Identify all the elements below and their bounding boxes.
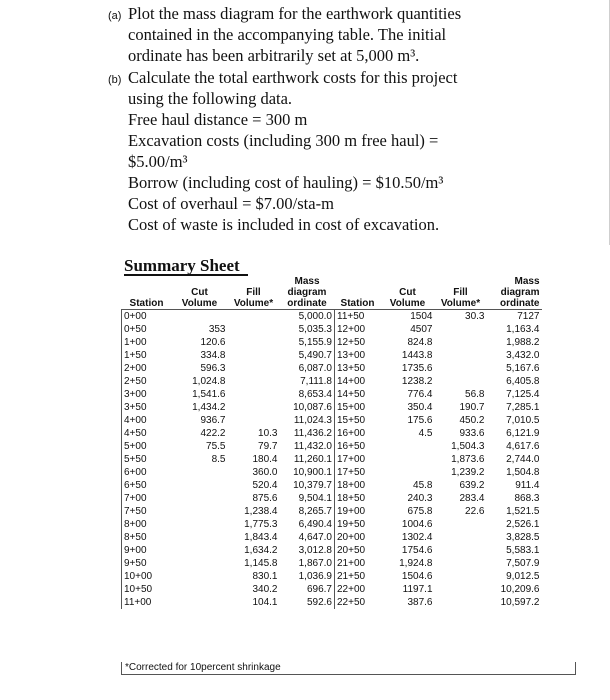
table-cell bbox=[228, 375, 280, 388]
table-cell: 11,024.3 bbox=[293, 415, 332, 426]
table-cell: 10,087.6 bbox=[293, 402, 332, 413]
table-cell: 1,873.6 bbox=[451, 454, 485, 465]
table-cell: 10,597.2 bbox=[500, 597, 540, 608]
table-cell: 120.6 bbox=[200, 337, 226, 348]
table-cell: 5,000.0 bbox=[298, 311, 332, 322]
table-cell: 1,163.4 bbox=[506, 324, 540, 335]
table-cell: 868.3 bbox=[514, 493, 540, 504]
header-diagram-right: diagram bbox=[500, 287, 540, 298]
table-cell bbox=[435, 544, 487, 557]
table-cell: 1+50 bbox=[122, 349, 172, 362]
table-row bbox=[122, 401, 542, 414]
table-cell: 1,867.0 bbox=[298, 558, 332, 569]
header-cut-volume-left: Volume bbox=[172, 298, 228, 310]
table-cell: 1302.4 bbox=[401, 532, 433, 543]
table-cell bbox=[228, 401, 280, 414]
table-cell bbox=[172, 570, 228, 583]
table-cell: 21+00 bbox=[335, 557, 381, 570]
table-row bbox=[122, 544, 542, 557]
table-cell: 936.7 bbox=[200, 415, 226, 426]
table-cell: 933.6 bbox=[459, 428, 485, 439]
table-row bbox=[122, 453, 542, 466]
table-cell: 5,155.9 bbox=[298, 337, 332, 348]
table-cell: 1504.6 bbox=[401, 571, 433, 582]
table-cell bbox=[435, 375, 487, 388]
table-cell bbox=[435, 336, 487, 349]
table-row bbox=[122, 531, 542, 544]
table-cell: 1,634.2 bbox=[244, 545, 278, 556]
table-cell: 22+50 bbox=[335, 596, 381, 609]
table-cell bbox=[435, 596, 487, 609]
table-cell: 45.8 bbox=[413, 480, 433, 491]
table-cell: 1,843.4 bbox=[244, 532, 278, 543]
table-cell: 4.5 bbox=[418, 428, 433, 439]
table-cell: 240.3 bbox=[407, 493, 433, 504]
table-cell: 13+50 bbox=[335, 362, 381, 375]
table-cell: 5,035.3 bbox=[298, 324, 332, 335]
table-cell: 7+50 bbox=[122, 505, 172, 518]
table-cell: 19+00 bbox=[335, 505, 381, 518]
part-b-line-7: Cost of overhaul = $7.00/sta-m bbox=[128, 194, 334, 213]
table-cell: 11,260.1 bbox=[293, 454, 332, 465]
table-cell: 104.1 bbox=[252, 597, 278, 608]
table-cell: 7,285.1 bbox=[506, 402, 540, 413]
header-station-left: Station bbox=[122, 298, 172, 310]
table-row bbox=[122, 375, 542, 388]
table-cell bbox=[172, 518, 228, 531]
table-cell: 12+50 bbox=[335, 336, 381, 349]
table-row bbox=[122, 336, 542, 349]
table-cell bbox=[172, 310, 228, 324]
table-cell: 1197.1 bbox=[402, 584, 433, 595]
part-b-line-3: Free haul distance = 300 m bbox=[128, 110, 308, 129]
table-cell: 8,653.4 bbox=[298, 389, 332, 400]
table-cell bbox=[435, 349, 487, 362]
table-cell: 5+00 bbox=[122, 440, 172, 453]
table-cell: 520.4 bbox=[252, 480, 278, 491]
table-row bbox=[122, 583, 542, 596]
part-a-line-2: contained in the accompanying table. The initial bbox=[128, 25, 447, 44]
table-row bbox=[122, 323, 542, 336]
table-cell: 387.6 bbox=[407, 597, 433, 608]
header-row-1 bbox=[122, 276, 542, 287]
table-row bbox=[122, 362, 542, 375]
problem-statement bbox=[0, 0, 610, 245]
table-cell bbox=[435, 518, 487, 531]
table-cell: 1238.2 bbox=[401, 376, 433, 387]
part-b-line-4: Excavation costs (including 300 m free haul) = bbox=[128, 131, 439, 150]
table-cell bbox=[228, 362, 280, 375]
table-cell: 10,900.1 bbox=[293, 467, 332, 478]
header-ordinate-right: ordinate bbox=[487, 298, 542, 310]
table-cell: 1,434.2 bbox=[192, 402, 226, 413]
table-cell bbox=[172, 596, 228, 609]
part-b-label: (b) bbox=[108, 74, 122, 86]
table-cell bbox=[435, 570, 487, 583]
table-cell bbox=[381, 466, 435, 479]
table-row bbox=[122, 479, 542, 492]
table-row bbox=[122, 596, 542, 609]
table-row bbox=[122, 427, 542, 440]
table-cell bbox=[172, 531, 228, 544]
table-cell: 17+50 bbox=[335, 466, 381, 479]
table-row bbox=[122, 440, 542, 453]
table-cell: 2+50 bbox=[122, 375, 172, 388]
table-cell bbox=[172, 544, 228, 557]
table-cell: 56.8 bbox=[465, 389, 485, 400]
table-cell: 911.4 bbox=[515, 480, 540, 491]
table-row bbox=[122, 414, 542, 427]
table-cell: 0+50 bbox=[122, 323, 172, 336]
table-cell bbox=[435, 531, 487, 544]
table-cell: 10+00 bbox=[122, 570, 172, 583]
table-cell: 4+00 bbox=[122, 414, 172, 427]
part-a-label: (a) bbox=[108, 10, 122, 22]
table-cell: 3+50 bbox=[122, 401, 172, 414]
table-cell: 190.7 bbox=[459, 402, 485, 413]
table-cell: 21+50 bbox=[335, 570, 381, 583]
header-mass-left: Mass bbox=[294, 276, 320, 287]
summary-title: Summary Sheet bbox=[124, 256, 240, 275]
table-cell: 2,526.1 bbox=[506, 519, 540, 530]
table-cell: 7,111.8 bbox=[300, 376, 332, 387]
table-cell bbox=[435, 583, 487, 596]
table-cell: 79.7 bbox=[258, 441, 278, 452]
table-cell: 1,541.6 bbox=[192, 389, 226, 400]
table-cell: 3,012.8 bbox=[298, 545, 332, 556]
part-b-line-2: using the following data. bbox=[128, 89, 293, 108]
table-cell: 1,036.9 bbox=[298, 571, 332, 582]
table-cell: 1,238.4 bbox=[244, 506, 278, 517]
table-cell: 8.5 bbox=[211, 454, 226, 465]
table-cell bbox=[228, 388, 280, 401]
table-cell: 8+50 bbox=[122, 531, 172, 544]
table-cell: 6+50 bbox=[122, 479, 172, 492]
table-cell: 5,583.1 bbox=[506, 545, 540, 556]
table-cell: 7127 bbox=[517, 311, 540, 322]
header-cut-volume-right: Volume bbox=[381, 298, 435, 310]
table-cell: 11,432.0 bbox=[293, 441, 332, 452]
table-cell: 18+50 bbox=[335, 492, 381, 505]
table-cell bbox=[435, 557, 487, 570]
summary-table bbox=[121, 276, 542, 609]
table-row bbox=[122, 492, 542, 505]
table-cell: 1,504.8 bbox=[506, 467, 540, 478]
table-cell: 6,490.4 bbox=[298, 519, 332, 530]
table-cell: 16+50 bbox=[335, 440, 381, 453]
table-cell bbox=[172, 492, 228, 505]
table-cell: 16+00 bbox=[335, 427, 381, 440]
header-fill-volume-right: Volume* bbox=[435, 298, 487, 310]
table-cell: 8,265.7 bbox=[298, 506, 332, 517]
table-cell bbox=[228, 349, 280, 362]
table-cell: 1,924.8 bbox=[399, 558, 433, 569]
table-cell: 7,010.5 bbox=[506, 415, 540, 426]
table-cell: 180.4 bbox=[252, 454, 278, 465]
header-row-3 bbox=[122, 298, 542, 310]
table-cell: 3,828.5 bbox=[506, 532, 540, 543]
table-cell: 1,775.3 bbox=[244, 519, 278, 530]
table-cell: 830.1 bbox=[252, 571, 278, 582]
table-cell: 3,432.0 bbox=[506, 350, 540, 361]
table-cell: 12+00 bbox=[335, 323, 381, 336]
table-cell: 1754.6 bbox=[401, 545, 433, 556]
table-cell bbox=[172, 583, 228, 596]
header-mass-right: Mass bbox=[514, 276, 540, 287]
table-cell bbox=[381, 453, 435, 466]
table-cell: 7,125.4 bbox=[506, 389, 540, 400]
table-cell: 422.2 bbox=[200, 428, 226, 439]
table-row bbox=[122, 557, 542, 570]
table-cell: 1,024.8 bbox=[192, 376, 226, 387]
header-fill-right: Fill bbox=[453, 287, 468, 298]
table-cell: 824.8 bbox=[407, 337, 433, 348]
part-b-line-8: Cost of waste is included in cost of excavation. bbox=[128, 215, 440, 234]
table-cell: 675.8 bbox=[407, 506, 433, 517]
table-cell: 14+50 bbox=[335, 388, 381, 401]
table-cell: 360.0 bbox=[252, 467, 278, 478]
table-cell: 15+00 bbox=[335, 401, 381, 414]
table-cell: 1504 bbox=[410, 311, 433, 322]
table-cell: 15+50 bbox=[335, 414, 381, 427]
header-row-2 bbox=[122, 287, 542, 298]
table-row bbox=[122, 349, 542, 362]
header-station-right: Station bbox=[335, 298, 381, 310]
table-row bbox=[122, 505, 542, 518]
table-cell: 11+00 bbox=[122, 596, 172, 609]
table-cell bbox=[228, 414, 280, 427]
table-row bbox=[122, 518, 542, 531]
table-cell bbox=[172, 557, 228, 570]
part-b-line-1: Calculate the total earthwork costs for this project bbox=[128, 68, 458, 87]
part-a-line-1: Plot the mass diagram for the earthwork quantities bbox=[128, 4, 462, 23]
part-b-line-5: $5.00/m³ bbox=[128, 152, 188, 171]
table-cell: 6,405.8 bbox=[506, 376, 540, 387]
table-cell bbox=[172, 479, 228, 492]
table-cell bbox=[228, 336, 280, 349]
header-fill-left: Fill bbox=[246, 287, 261, 298]
table-cell: 2+00 bbox=[122, 362, 172, 375]
table-cell: 1,988.2 bbox=[506, 337, 540, 348]
table-cell: 696.7 bbox=[306, 584, 332, 595]
part-a-line-3: ordinate has been arbitrarily set at 5,000 m³. bbox=[128, 46, 420, 65]
table-cell: 7+00 bbox=[122, 492, 172, 505]
table-cell: 5+50 bbox=[122, 453, 172, 466]
footnote: *Corrected for 10percent shrinkage bbox=[121, 662, 576, 675]
table-cell: 776.4 bbox=[407, 389, 433, 400]
table-cell: 13+00 bbox=[335, 349, 381, 362]
table-row bbox=[122, 570, 542, 583]
table-cell: 9+50 bbox=[122, 557, 172, 570]
table-cell: 353 bbox=[208, 324, 226, 335]
table-cell: 22+00 bbox=[335, 583, 381, 596]
table-cell: 875.6 bbox=[252, 493, 278, 504]
table-cell: 350.4 bbox=[407, 402, 433, 413]
table-cell bbox=[172, 466, 228, 479]
table-cell: 1,521.5 bbox=[506, 506, 540, 517]
table-cell: 4507 bbox=[410, 324, 433, 335]
table-cell: 6,121.9 bbox=[506, 428, 540, 439]
table-cell: 3+00 bbox=[122, 388, 172, 401]
table-cell: 1443.8 bbox=[401, 350, 433, 361]
table-cell: 10+50 bbox=[122, 583, 172, 596]
table-cell: 11+50 bbox=[335, 310, 381, 324]
header-cut-right: Cut bbox=[399, 287, 416, 298]
table-cell: 175.6 bbox=[407, 415, 433, 426]
table-cell: 19+50 bbox=[335, 518, 381, 531]
table-cell: 334.8 bbox=[200, 350, 226, 361]
table-cell: 8+00 bbox=[122, 518, 172, 531]
table-cell: 1,145.8 bbox=[244, 558, 278, 569]
table-cell: 17+00 bbox=[335, 453, 381, 466]
table-cell bbox=[435, 323, 487, 336]
table-cell: 1,504.3 bbox=[451, 441, 485, 452]
table-cell: 10.3 bbox=[258, 428, 278, 439]
table-cell: 30.3 bbox=[465, 311, 485, 322]
table-cell: 596.3 bbox=[200, 363, 226, 374]
table-cell bbox=[435, 362, 487, 375]
table-cell bbox=[381, 440, 435, 453]
table-cell: 4+50 bbox=[122, 427, 172, 440]
header-ordinate-left: ordinate bbox=[280, 298, 335, 310]
table-cell: 0+00 bbox=[122, 310, 172, 324]
table-cell: 6,087.0 bbox=[298, 363, 332, 374]
table-cell: 6+00 bbox=[122, 466, 172, 479]
table-cell: 11,436.2 bbox=[293, 428, 332, 439]
table-cell: 283.4 bbox=[459, 493, 485, 504]
table-cell bbox=[172, 505, 228, 518]
header-diagram-left: diagram bbox=[287, 287, 327, 298]
table-row bbox=[122, 466, 542, 479]
table-cell: 2,744.0 bbox=[506, 454, 540, 465]
part-b-line-6: Borrow (including cost of hauling) = $10.50/m³ bbox=[128, 173, 444, 192]
table-cell: 20+50 bbox=[335, 544, 381, 557]
header-cut-left: Cut bbox=[191, 287, 208, 298]
table-row bbox=[122, 310, 542, 324]
table-cell: 9,012.5 bbox=[506, 571, 540, 582]
table-cell: 9,504.1 bbox=[298, 493, 332, 504]
table-cell: 639.2 bbox=[459, 480, 485, 491]
table-cell: 10,379.7 bbox=[293, 480, 332, 491]
table-cell bbox=[228, 323, 280, 336]
table-cell: 5,490.7 bbox=[298, 350, 332, 361]
table-cell: 450.2 bbox=[459, 415, 485, 426]
table-cell: 9+00 bbox=[122, 544, 172, 557]
table-cell: 10,209.6 bbox=[500, 584, 540, 595]
table-cell: 592.6 bbox=[306, 597, 332, 608]
table-cell: 22.6 bbox=[465, 506, 485, 517]
table-cell: 7,507.9 bbox=[506, 558, 540, 569]
table-cell: 4,617.6 bbox=[506, 441, 540, 452]
table-cell: 18+00 bbox=[335, 479, 381, 492]
table-cell: 75.5 bbox=[206, 441, 226, 452]
table-cell: 1004.6 bbox=[401, 519, 433, 530]
table-cell: 4,647.0 bbox=[298, 532, 332, 543]
header-fill-volume-left: Volume* bbox=[228, 298, 280, 310]
table-cell: 340.2 bbox=[252, 584, 278, 595]
table-cell: 1,239.2 bbox=[451, 467, 485, 478]
table-row bbox=[122, 388, 542, 401]
table-cell: 1+00 bbox=[122, 336, 172, 349]
table-cell bbox=[228, 310, 280, 324]
table-cell: 1735.6 bbox=[401, 363, 433, 374]
table-cell: 20+00 bbox=[335, 531, 381, 544]
table-cell: 14+00 bbox=[335, 375, 381, 388]
table-cell: 5,167.6 bbox=[506, 363, 540, 374]
